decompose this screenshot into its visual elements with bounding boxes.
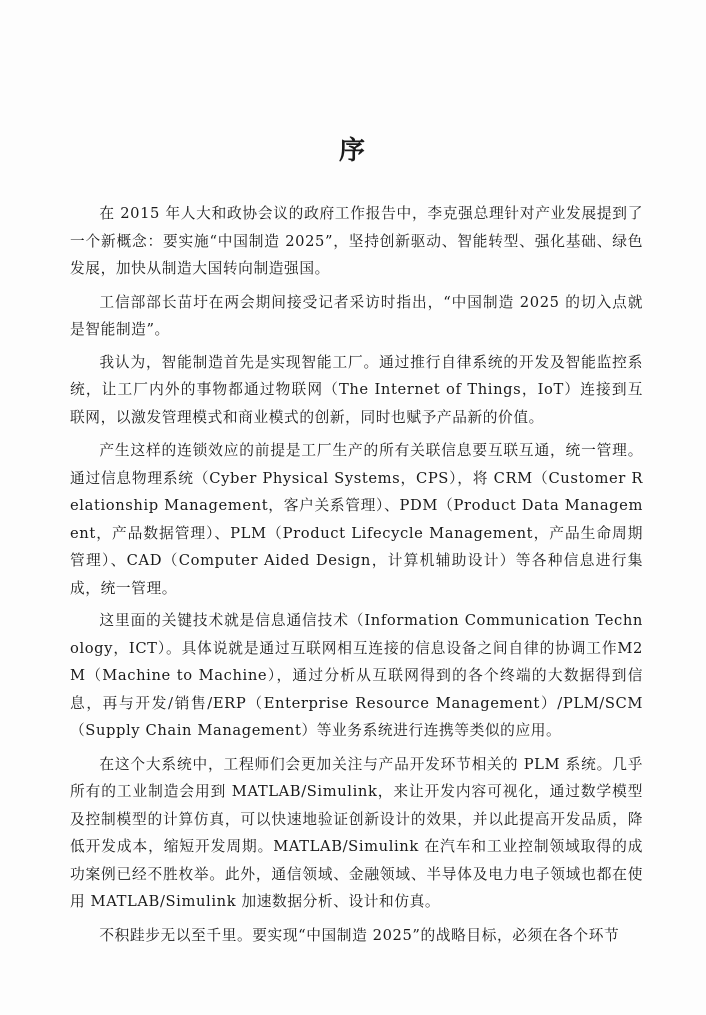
paragraph: 工信部部长苗圩在两会期间接受记者采访时指出，“中国制造 2025 的切入点就是智能制造”。 (70, 293, 643, 338)
document-body (70, 200, 643, 955)
paragraph: 不积跬步无以至千里。要实现“中国制造 2025”的战略目标，必须在各个环节 (99, 926, 620, 944)
paragraph: 我认为，智能制造首先是实现智能工厂。通过推行自律系统的开发及智能监控系统，让工厂内外的事物都通过物联网（The Internet of Things，IoT）连接到互联网，以激发管理模式和商业模式的创新，同时也赋予产品新的价值。 (70, 353, 643, 426)
paragraph: 在这个大系统中，工程师们会更加关注与产品开发环节相关的 PLM 系统。几乎所有的工业制造会用到 MATLAB/Simulink，来让开发内容可视化，通过数学模型及控制模型的计算仿真，可以快速地验证创新设计的效果，并以此提高开发品质，降低开发成本，缩短开发周期。MATLAB/Simulink 在汽车和工业控制领域取得的成功案例已经不胜枚举。此外，通信领域、金融领域、半导体及电力电子领域也都在使用 MATLAB/Simulink 加速数据分析、设计和仿真。 (70, 755, 643, 910)
page-title: 序 (338, 136, 367, 166)
paragraph: 这里面的关键技术就是信息通信技术（Information Communication Technology，ICT）。具体说就是通过互联网相互连接的信息设备之间自律的协调工作M2M（Machine to Machine），通过分析从互联网得到的各个终端的大数据得到信息，再与开发/销售/ERP（Enterprise Resource Management）/PLM/SCM（Supply Chain Management）等业务系统进行连携等类似的应用。 (70, 612, 643, 739)
paragraph: 产生这样的连锁效应的前提是工厂生产的所有关联信息要互联互通，统一管理。通过信息物理系统（Cyber Physical Systems，CPS），将 CRM（Customer Relationship Management，客户关系管理）、PDM（Product Data Management，产品数据管理）、PLM（Product Lifecycle Management，产品生命周期管理）、CAD（Computer Aided Design，计算机辅助设计）等各种信息进行集成，统一管理。 (70, 442, 643, 597)
paragraph: 在 2015 年人大和政协会议的政府工作报告中，李克强总理针对产业发展提到了一个新概念：要实施“中国制造 2025”，坚持创新驱动、智能转型、强化基础、绿色发展，加快从制造大国转向制造强国。 (70, 205, 643, 277)
